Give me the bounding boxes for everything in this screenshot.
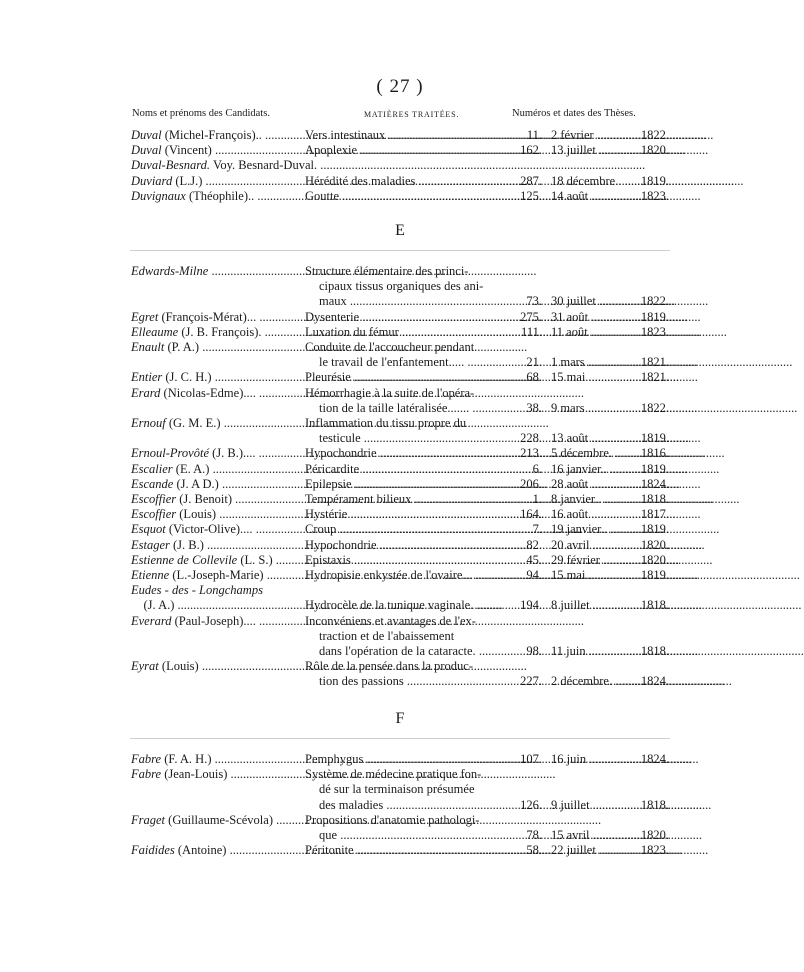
thesis-number: 45. — [526, 552, 542, 567]
thesis-year: 1824. — [640, 476, 669, 491]
thesis-subject-line: Pleurésie ..... — [305, 370, 511, 385]
candidate-given-names: (Louis) — [179, 507, 217, 522]
thesis-number: 82. — [526, 537, 542, 552]
thesis-subject-line: Hypochondrie ..... — [305, 446, 511, 461]
thesis-date: 9 juillet ..... — [551, 798, 637, 813]
candidate-name — [131, 189, 303, 204]
register-entry — [0, 598, 800, 613]
thesis-year: 1819. — [640, 461, 669, 476]
register-entry — [0, 614, 800, 660]
thesis-subject-line: Hydrocèle de la tunique vaginale. ..... — [305, 598, 511, 613]
candidate-given-names: (L.J.) — [175, 173, 203, 188]
candidate-name — [131, 370, 303, 385]
thesis-number: 164. — [520, 507, 542, 522]
register-entry — [0, 340, 800, 370]
candidate-name — [131, 598, 303, 613]
candidate-name — [131, 614, 303, 629]
register-entry — [0, 128, 800, 143]
candidate-surname: Fraget — [131, 812, 166, 827]
candidate-given-names: (Jean-Louis) — [164, 767, 228, 782]
thesis-subject-line: dans l'opération de la cataracte. ..... — [305, 644, 511, 659]
thesis-date: 11 juin ..... — [551, 644, 637, 659]
candidate-name — [131, 416, 303, 431]
thesis-subject-line: Hystérie ..... — [305, 507, 511, 522]
thesis-date: 8 juillet ..... — [551, 598, 637, 613]
thesis-number: 111. — [521, 324, 542, 339]
thesis-number: 58. — [526, 843, 542, 858]
thesis-year: 1822. — [640, 400, 669, 415]
candidate-name — [131, 158, 318, 173]
section-letter: F — [395, 710, 405, 727]
thesis-subject-line: Système de médecine pratique fon- — [305, 767, 482, 782]
thesis-year: 1823. — [640, 843, 669, 858]
candidate-name — [131, 174, 303, 189]
header-subjects: MATIÈRES TRAITÉES. — [364, 110, 460, 119]
thesis-date: 2 décembre. ..... — [551, 674, 637, 689]
register-entry — [0, 143, 800, 158]
thesis-subject-line: Dysenterie ..... — [305, 310, 511, 325]
thesis-date: 8 janvier.. ..... — [551, 492, 637, 507]
thesis-date: 18 décembre.. ..... — [551, 174, 637, 189]
thesis-year: 1820. — [640, 827, 669, 842]
candidate-given-names: (G. M. E.) — [168, 416, 221, 430]
thesis-date: 28 août ..... — [551, 477, 637, 492]
candidate-given-names: (P. A.) — [167, 340, 200, 354]
candidate-given-names: (Antoine) — [177, 843, 227, 858]
thesis-date: 16 juin ..... — [551, 752, 637, 767]
candidate-given-names: (Louis) — [161, 659, 199, 674]
thesis-subject-line: Péricardite ..... — [305, 462, 511, 477]
thesis-year: 1822. — [640, 128, 669, 142]
candidate-name — [131, 492, 303, 507]
thesis-year: 1824. — [640, 674, 669, 689]
section-letter: E — [395, 222, 405, 239]
thesis-year: 1817. — [640, 507, 669, 522]
thesis-number: 228. — [520, 431, 542, 446]
thesis-number: 21. — [526, 355, 542, 370]
register-entry — [0, 553, 800, 568]
candidate-given-names: (Michel-François).. — [164, 128, 262, 142]
candidate-surname: Egret — [131, 309, 159, 324]
candidate-given-names: (Nicolas-Edme).... — [163, 385, 256, 400]
thesis-date: 15 mai ..... — [551, 370, 637, 385]
thesis-year: 1820. — [640, 552, 669, 567]
register-entry — [0, 583, 800, 598]
candidate-surname: Faidides — [131, 843, 175, 858]
page-number: ( 27 ) — [376, 76, 424, 97]
thesis-date: 29 février ..... — [551, 553, 637, 568]
register-entry — [0, 522, 800, 537]
candidate-given-names: (L. S.) — [240, 552, 273, 567]
thesis-date: 30 juillet ..... — [551, 294, 637, 309]
thesis-subject-line: Tempérament bilieux ..... — [305, 492, 511, 507]
register-entry — [0, 189, 800, 204]
register-entry — [0, 386, 800, 416]
thesis-year: 1822. — [640, 294, 669, 309]
register-entry — [0, 659, 800, 689]
register-entry — [0, 174, 800, 189]
thesis-subject-line: Pemphygus ..... — [305, 752, 511, 767]
thesis-number: 6. — [532, 461, 542, 476]
thesis-year: 1824. — [640, 752, 669, 766]
register-entry — [0, 264, 800, 310]
thesis-number: 78. — [526, 827, 542, 842]
thesis-year: 1818. — [640, 797, 669, 812]
candidate-name — [131, 325, 303, 340]
thesis-date: 14 août ..... — [551, 189, 637, 204]
register-entry — [0, 843, 800, 858]
thesis-subject-line: Conduite de l'accoucheur pendant — [305, 340, 475, 354]
thesis-number: 287. — [520, 173, 542, 188]
thesis-number: 213. — [520, 446, 542, 461]
thesis-subject-line: Structure élémentaire des princi- — [305, 264, 469, 278]
header-numbers-dates: Numéros et dates des Thèses. — [512, 108, 636, 119]
thesis-date: 16 janvier.. ..... — [551, 462, 637, 477]
section-divider — [130, 738, 670, 739]
thesis-date: 15 avril ..... — [551, 828, 637, 843]
candidate-given-names: (Victor-Olive).... — [168, 522, 253, 537]
candidate-name — [131, 310, 303, 325]
thesis-subject-line: testicule ..... — [305, 431, 511, 446]
candidate-given-names: (François-Mérat)... — [161, 309, 257, 324]
register-entry — [0, 462, 800, 477]
thesis-subject-line: Goutte ..... — [305, 189, 511, 204]
thesis-year: 1820. — [640, 537, 669, 552]
thesis-date: 15 mai ..... — [551, 568, 637, 583]
thesis-year: 1818. — [640, 598, 669, 613]
thesis-subject-line: Inconvéniens et avantages de l'ex- — [305, 613, 476, 628]
candidate-name — [131, 340, 303, 355]
candidate-surname: Elleaume — [131, 324, 179, 339]
thesis-subject-line: Péritonite ..... — [305, 843, 511, 858]
candidate-given-names: (J. A D.) — [176, 476, 219, 491]
candidate-surname: Fabre — [131, 752, 162, 766]
thesis-date: 11 août ..... — [551, 325, 637, 340]
thesis-subject-line: le travail de l'enfantement..... ..... — [305, 355, 511, 370]
candidate-name — [131, 813, 303, 828]
candidate-given-names: (J. A.) — [143, 598, 175, 613]
candidate-surname: Enault — [131, 340, 165, 354]
candidate-name — [131, 583, 431, 598]
register-entry — [0, 310, 800, 325]
thesis-date: 13 juillet ..... — [551, 143, 637, 158]
candidate-surname: Escalier — [131, 461, 173, 476]
candidate-surname: Duval — [131, 143, 162, 158]
thesis-subject-line: Hydropisie enkystée de l'ovaire... ..... — [305, 568, 511, 583]
thesis-date: 16 août ..... — [551, 507, 637, 522]
register-entry — [0, 538, 800, 553]
section-divider — [130, 250, 670, 251]
thesis-subject-line: que ..... — [305, 828, 511, 843]
candidate-surname: Entier — [131, 370, 163, 385]
thesis-number: 73. — [526, 294, 542, 309]
candidate-name — [131, 659, 303, 674]
candidate-name — [131, 462, 303, 477]
register-entry — [0, 477, 800, 492]
thesis-year: 1818. — [640, 643, 669, 658]
candidate-surname: Duval-Besnard. — [131, 158, 211, 173]
thesis-subject-line: maux ..... — [305, 294, 511, 309]
candidate-surname: Etienne — [131, 568, 170, 582]
candidate-surname: Esquot — [131, 522, 166, 537]
register-entry — [0, 752, 800, 767]
candidate-surname: Duviard — [131, 173, 173, 188]
thesis-number: 7. — [532, 522, 542, 537]
candidate-surname: Eyrat — [131, 659, 159, 674]
candidate-name — [131, 767, 303, 782]
candidate-name — [131, 507, 303, 522]
thesis-subject-line: Croup ..... — [305, 522, 511, 537]
thesis-date: 31 août ..... — [551, 310, 637, 325]
thesis-number: 227. — [520, 674, 542, 689]
candidate-name — [131, 264, 303, 279]
register-entry — [0, 767, 800, 813]
thesis-subject-line: Inflammation du tissu propre du — [305, 416, 467, 430]
candidate-surname: Erard — [131, 385, 161, 400]
thesis-number: 38. — [526, 400, 542, 415]
candidate-surname: Ernouf — [131, 416, 166, 430]
thesis-year: 1820. — [640, 143, 669, 158]
candidate-name — [131, 538, 303, 553]
thesis-number: 68. — [526, 370, 542, 385]
thesis-number: 275. — [520, 309, 542, 324]
candidate-name — [131, 752, 303, 767]
candidate-given-names: (F. A. H.) — [164, 752, 212, 766]
thesis-number: 1. — [532, 492, 542, 506]
thesis-number: 126. — [520, 797, 542, 812]
thesis-date: 13 août ..... — [551, 431, 637, 446]
register-entry — [0, 370, 800, 385]
thesis-subject-line: Vers intestinaux ..... — [305, 128, 511, 143]
thesis-number: 11. — [526, 128, 542, 142]
thesis-year: 1816. — [640, 446, 669, 461]
thesis-number: 125. — [520, 188, 542, 203]
thesis-subject-line: Epilepsie ..... — [305, 477, 511, 492]
candidate-surname: Escoffier — [131, 492, 177, 506]
thesis-date: 5 décembre. ..... — [551, 446, 637, 461]
thesis-subject-line: des maladies ..... — [305, 798, 511, 813]
candidate-given-names: (Théophile).. — [188, 188, 255, 203]
candidate-surname: Eudes - des - Longchamps — [131, 583, 263, 598]
thesis-subject-line: cipaux tissus organiques des ani- — [319, 279, 484, 294]
register-entry — [0, 416, 800, 446]
candidate-surname: Escande — [131, 476, 174, 491]
thesis-subject-line: traction et de l'abaissement — [319, 628, 455, 643]
thesis-year: 1819. — [640, 522, 669, 537]
thesis-date: 22 juillet ..... — [551, 843, 637, 858]
thesis-subject-line: Rôle de la pensée dans la produc- — [305, 659, 473, 674]
thesis-number: 107. — [520, 752, 542, 766]
candidate-given-names: (J. C. H.) — [165, 370, 212, 385]
candidate-surname: Escoffier — [131, 507, 177, 522]
candidate-surname: Everard — [131, 613, 172, 628]
thesis-date: 19 janvier.. ..... — [551, 522, 637, 537]
thesis-date: 20 avril ..... — [551, 538, 637, 553]
candidate-surname: Edwards-Milne — [131, 264, 209, 278]
thesis-subject-line: Hérédité des maladies ..... — [305, 174, 511, 189]
candidate-given-names: (J. B. François). — [181, 324, 262, 339]
thesis-subject-line: Hémorrhagie à la suite de l'opéra- — [305, 385, 475, 400]
thesis-number: 94. — [526, 568, 542, 582]
candidate-given-names: (Vincent) — [164, 143, 212, 158]
candidate-given-names: (Paul-Joseph).... — [174, 613, 256, 628]
thesis-subject-line: dé sur la terminaison présumée — [319, 782, 475, 797]
thesis-number: 98. — [526, 643, 542, 658]
thesis-year: 1819. — [640, 431, 669, 446]
thesis-year: 1823. — [640, 188, 669, 203]
candidate-given-names: (J. Benoit) — [179, 492, 233, 506]
thesis-subject-line: Hypochondrie ..... — [305, 538, 511, 553]
candidate-surname: Estienne de Collevile — [131, 552, 238, 567]
candidate-given-names: (J. B.) — [173, 537, 204, 552]
candidate-name — [131, 553, 303, 568]
thesis-year: 1821. — [640, 355, 669, 370]
candidate-surname: Duvignaux — [131, 188, 186, 203]
thesis-subject-line: tion de la taille latéralisée....... ..... — [305, 401, 511, 416]
candidate-name — [131, 386, 303, 401]
candidate-surname: Fabre — [131, 767, 162, 782]
candidate-given-names: (J. B.).... — [212, 446, 256, 461]
candidate-name — [131, 843, 303, 858]
register-entry — [0, 325, 800, 340]
thesis-date: 2 février ..... — [551, 128, 637, 143]
thesis-year: 1819. — [640, 173, 669, 188]
header-names: Noms et prénoms des Candidats. — [132, 108, 270, 119]
register-entry — [0, 813, 800, 843]
thesis-year: 1823. — [640, 324, 669, 339]
candidate-name — [131, 568, 303, 583]
candidate-name — [131, 477, 303, 492]
candidate-given-names: (E. A.) — [175, 461, 210, 476]
thesis-subject-line: Epistaxis ..... — [305, 553, 511, 568]
thesis-subject-line: Propositions d'anatomie pathologi- — [305, 812, 480, 827]
thesis-subject-line: Apoplexie ..... — [305, 143, 511, 158]
thesis-year: 1819. — [640, 568, 669, 582]
candidate-name — [131, 446, 303, 461]
thesis-year: 1821. — [640, 370, 669, 385]
candidate-given-names: Voy. Besnard-Duval. — [212, 158, 318, 173]
candidate-surname: Duval — [131, 128, 162, 142]
thesis-date: 1 mars ..... — [551, 355, 637, 370]
thesis-number: 206. — [520, 476, 542, 491]
candidate-name — [131, 522, 303, 537]
candidate-surname: Estager — [131, 537, 170, 552]
thesis-number: 162. — [520, 143, 542, 158]
candidate-name — [131, 128, 303, 143]
register-entry — [0, 446, 800, 461]
candidate-given-names: (Guillaume-Scévola) — [168, 812, 273, 827]
thesis-date: 9 mars ..... — [551, 401, 637, 416]
register-entry — [0, 158, 800, 173]
thesis-subject-line: tion des passions ..... — [305, 674, 511, 689]
candidate-surname: Ernoul-Provôté — [131, 446, 209, 461]
candidate-name — [131, 143, 303, 158]
register-entry — [0, 568, 800, 583]
thesis-year: 1818. — [640, 492, 669, 506]
register-entry — [0, 492, 800, 507]
thesis-year: 1819. — [640, 309, 669, 324]
candidate-given-names: (L.-Joseph-Marie) — [172, 568, 264, 582]
thesis-number: 194. — [520, 598, 542, 613]
register-entry — [0, 507, 800, 522]
thesis-subject-line: Luxation du fémur ..... — [305, 325, 511, 340]
